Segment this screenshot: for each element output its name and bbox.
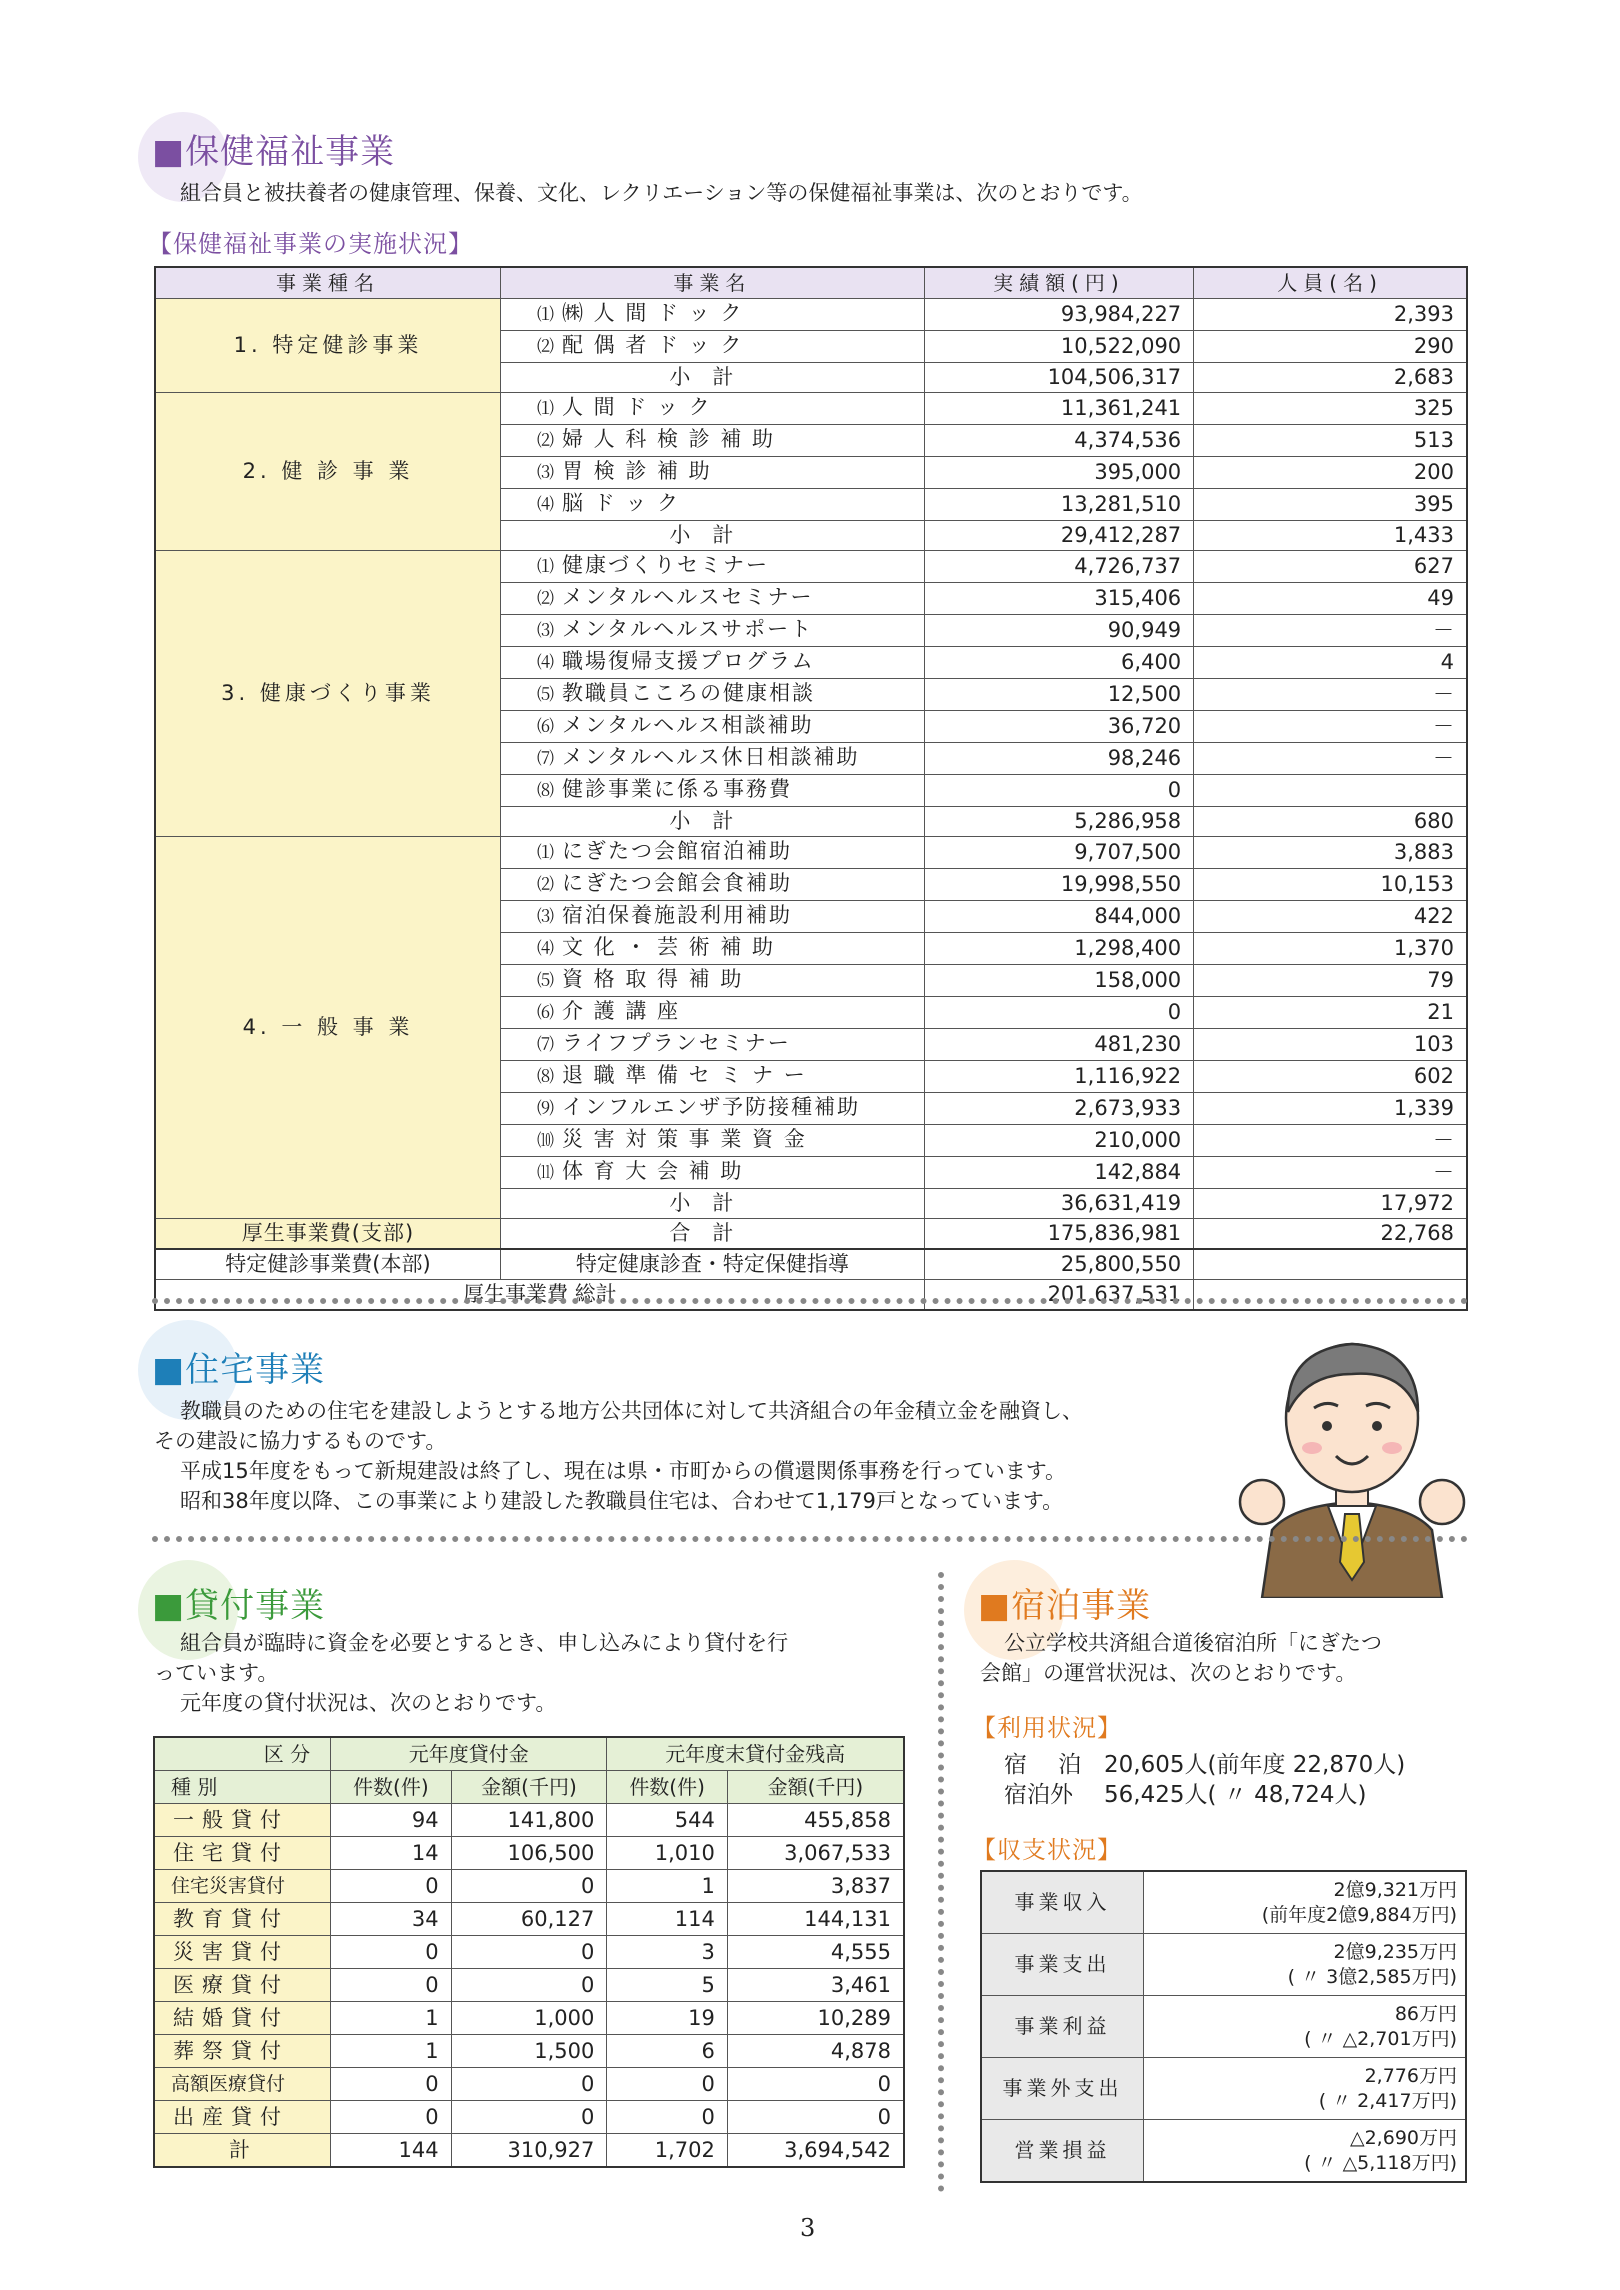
- welfare-item-no: ⑸: [536, 971, 554, 991]
- loan-row-value: 0: [331, 2101, 451, 2134]
- welfare-item-amount: 36,720: [924, 711, 1193, 743]
- loan-row-value: 0: [451, 2068, 607, 2101]
- loan-row: [154, 1903, 904, 1936]
- welfare-branch-row: [155, 1219, 1467, 1250]
- welfare-item-no: ⑵: [536, 337, 554, 357]
- loan-row-value: 3,067,533: [727, 1837, 904, 1870]
- welfare-item-no: ⑴: [536, 305, 554, 325]
- welfare-subtotal-amount: 5,286,958: [924, 807, 1193, 837]
- welfare-item-name: [500, 1125, 924, 1157]
- inn-balance-label: 事業収入: [981, 1871, 1144, 1934]
- welfare-item-people: 1,339: [1194, 1093, 1467, 1125]
- welfare-item-amount: 2,673,933: [924, 1093, 1193, 1125]
- loan-row-value: 0: [331, 2068, 451, 2101]
- welfare-item-label: メンタルヘルス休日相談補助: [561, 745, 860, 769]
- inn-balance-table: [980, 1870, 1467, 2183]
- welfare-item-no: ⑺: [536, 749, 554, 769]
- loan-total-value: 310,927: [451, 2134, 607, 2168]
- loan-line-2: っています。: [154, 1661, 279, 1685]
- welfare-item-label: 教職員こころの健康相談: [561, 681, 815, 705]
- welfare-grand-total-row: [155, 1280, 1467, 1311]
- inn-line-2: 会館」の運営状況は、次のとおりです。: [980, 1661, 1357, 1685]
- welfare-grand-total-amount: 201,637,531: [924, 1280, 1193, 1311]
- loan-row-value: 0: [451, 1870, 607, 1903]
- welfare-item-name: [500, 679, 924, 711]
- welfare-item-amount: 0: [924, 775, 1193, 807]
- welfare-subtotal-label: 小計: [500, 807, 924, 837]
- housing-line-4: 昭和38年度以降、この事業により建設した教職員住宅は、合わせて1,179戸となっています。: [180, 1489, 1064, 1513]
- welfare-item-label: ライフプランセミナー: [561, 1031, 791, 1055]
- welfare-grand-total-label: 厚生事業費 総計: [155, 1280, 924, 1311]
- welfare-item-amount: 13,281,510: [924, 489, 1193, 521]
- inn-balance-current: △2,690万円: [1349, 2126, 1457, 2149]
- welfare-item-amount: 9,707,500: [924, 837, 1193, 869]
- loan-total-value: 3,694,542: [727, 2134, 904, 2168]
- welfare-item-amount: 1,116,922: [924, 1061, 1193, 1093]
- loan-row: [154, 2002, 904, 2035]
- welfare-item-label: 配 偶 者 ド ッ ク: [561, 333, 744, 357]
- loan-row-value: 14: [331, 1837, 451, 1870]
- loan-row-label: 葬祭貸付: [154, 2035, 331, 2068]
- welfare-item-people: 79: [1194, 965, 1467, 997]
- welfare-item-label: 宿泊保養施設利用補助: [561, 903, 792, 927]
- loan-row-value: 3: [607, 1936, 727, 1969]
- welfare-item-people: [1194, 775, 1467, 807]
- inn-usage-2-label: 宿泊外: [1004, 1782, 1073, 1808]
- loan-row-label: 住宅貸付: [154, 1837, 331, 1870]
- welfare-branch-label: 厚生事業費(支部): [155, 1219, 500, 1250]
- loan-row-value: 1: [331, 2002, 451, 2035]
- welfare-item-name: [500, 1157, 924, 1189]
- loan-row: [154, 1837, 904, 1870]
- welfare-item-no: ⑶: [536, 621, 554, 641]
- welfare-item-label: 職場復帰支援プログラム: [561, 649, 815, 673]
- loan-row-value: 0: [451, 1936, 607, 1969]
- loan-total-row: [154, 2134, 904, 2168]
- welfare-item-name: [500, 997, 924, 1029]
- loan-line-3: 元年度の貸付状況は、次のとおりです。: [180, 1691, 557, 1715]
- welfare-item-no: ⑸: [536, 685, 554, 705]
- welfare-item-people: 602: [1194, 1061, 1467, 1093]
- welfare-item-people: 513: [1194, 425, 1467, 457]
- loan-row-value: 455,858: [727, 1804, 904, 1837]
- loan-row-value: 144,131: [727, 1903, 904, 1936]
- housing-line-2: その建設に協力するものです。: [154, 1429, 447, 1453]
- inn-balance-row: [981, 2058, 1466, 2120]
- welfare-item-amount: 158,000: [924, 965, 1193, 997]
- inn-balance-current: 2億9,235万円: [1333, 1940, 1457, 1963]
- loan-row-value: 106,500: [451, 1837, 607, 1870]
- welfare-hq-name: 特定健康診査・特定保健指導: [500, 1249, 924, 1280]
- welfare-header-cell: 実績額(円): [924, 267, 1193, 299]
- welfare-subtotal-people: 2,683: [1194, 363, 1467, 393]
- welfare-item-name: [500, 1093, 924, 1125]
- welfare-item-people: 290: [1194, 331, 1467, 363]
- welfare-item-amount: 844,000: [924, 901, 1193, 933]
- loan-row-value: 1,500: [451, 2035, 607, 2068]
- welfare-item-no: ⑴: [536, 399, 554, 419]
- welfare-item-people: －: [1194, 1125, 1467, 1157]
- welfare-hq-amount: 25,800,550: [924, 1249, 1193, 1280]
- welfare-item-label: 資 格 取 得 補 助: [561, 967, 744, 991]
- loan-header-group1: 元年度貸付金: [331, 1737, 607, 1771]
- welfare-item-no: ⑻: [536, 781, 554, 801]
- housing-line-1: 教職員のための住宅を建設しようとする地方公共団体に対して共済組合の年金積立金を融資し、: [180, 1399, 1083, 1423]
- inn-title: ■宿泊事業: [978, 1586, 1152, 1626]
- welfare-subtotal-people: 17,972: [1194, 1189, 1467, 1219]
- welfare-item-label: 災 害 対 策 事 業 資 金: [561, 1127, 807, 1151]
- loan-subheader: 件数(件): [607, 1771, 727, 1804]
- welfare-item-name: [500, 615, 924, 647]
- welfare-item-people: 4: [1194, 647, 1467, 679]
- welfare-item-name: [500, 965, 924, 997]
- welfare-subtotal-people: 1,433: [1194, 521, 1467, 551]
- inn-balance-current: 2,776万円: [1364, 2064, 1457, 2087]
- welfare-intro: 組合員と被扶養者の健康管理、保養、文化、レクリエーション等の保健福祉事業は、次のとおりです。: [180, 181, 1143, 205]
- welfare-item-name: [500, 299, 924, 331]
- welfare-item-people: 325: [1194, 393, 1467, 425]
- inn-balance-previous: (前年度2億9,884万円): [1261, 1903, 1457, 1926]
- welfare-item-label: メンタルヘルスサポート: [561, 617, 814, 641]
- welfare-item-name: [500, 393, 924, 425]
- welfare-item-name: [500, 1061, 924, 1093]
- welfare-item-name: [500, 583, 924, 615]
- welfare-item-name: [500, 331, 924, 363]
- welfare-item-no: ⑷: [536, 495, 554, 515]
- welfare-subtotal-amount: 29,412,287: [924, 521, 1193, 551]
- loan-row: [154, 1804, 904, 1837]
- welfare-item-name: [500, 837, 924, 869]
- welfare-item-no: ⑵: [536, 589, 554, 609]
- welfare-category: 3. 健康づくり事業: [155, 551, 500, 837]
- welfare-item-name: [500, 775, 924, 807]
- inn-balance-current: 86万円: [1394, 2002, 1457, 2025]
- welfare-item-amount: 210,000: [924, 1125, 1193, 1157]
- welfare-item-no: ⑵: [536, 431, 554, 451]
- page-number: 3: [800, 2214, 816, 2242]
- welfare-item-amount: 19,998,550: [924, 869, 1193, 901]
- welfare-item-amount: 395,000: [924, 457, 1193, 489]
- welfare-item-label: 健診事業に係る事務費: [561, 777, 792, 801]
- loan-row-value: 6: [607, 2035, 727, 2068]
- loan-row-value: 0: [331, 1969, 451, 2002]
- loan-row-value: 1,010: [607, 1837, 727, 1870]
- inn-usage-head: 【利用状況】: [972, 1714, 1122, 1742]
- welfare-item-name: [500, 551, 924, 583]
- welfare-item-people: 3,883: [1194, 837, 1467, 869]
- loan-row: [154, 2101, 904, 2134]
- welfare-branch-name: 合計: [500, 1219, 924, 1250]
- inn-balance-label: 事業利益: [981, 1996, 1144, 2058]
- inn-usage-1-label: 宿 泊: [1004, 1752, 1094, 1778]
- loan-row-value: 94: [331, 1804, 451, 1837]
- welfare-item-no: ⑴: [536, 843, 554, 863]
- welfare-item-people: 2,393: [1194, 299, 1467, 331]
- welfare-item-amount: 98,246: [924, 743, 1193, 775]
- welfare-hq-label: 特定健診事業費(本部): [155, 1249, 500, 1280]
- welfare-category: 2. 健 診 事 業: [155, 393, 500, 551]
- welfare-subtotal-label: 小計: [500, 521, 924, 551]
- welfare-item-no: ⑻: [536, 1067, 554, 1087]
- welfare-item-people: －: [1194, 679, 1467, 711]
- welfare-item-no: ⑵: [536, 875, 554, 895]
- inn-balance-value: [1144, 1996, 1467, 2058]
- loan-row: [154, 1936, 904, 1969]
- welfare-item-label: メンタルヘルスセミナー: [561, 585, 814, 609]
- welfare-item-row: [155, 551, 1467, 583]
- welfare-header-cell: 事業種名: [155, 267, 500, 299]
- welfare-item-people: －: [1194, 615, 1467, 647]
- welfare-item-people: 422: [1194, 901, 1467, 933]
- welfare-item-people: 49: [1194, 583, 1467, 615]
- inn-balance-label: 事業支出: [981, 1934, 1144, 1996]
- man-illustration: [1232, 1330, 1472, 1598]
- welfare-hq-people: [1194, 1249, 1467, 1280]
- loan-row: [154, 1870, 904, 1903]
- loan-title: ■貸付事業: [152, 1586, 326, 1626]
- welfare-category: 1. 特定健診事業: [155, 299, 500, 393]
- loan-row-label: 住宅災害貸付: [154, 1870, 331, 1903]
- welfare-item-amount: 0: [924, 997, 1193, 1029]
- loan-row-value: 4,555: [727, 1936, 904, 1969]
- welfare-item-amount: 481,230: [924, 1029, 1193, 1061]
- loan-table: [153, 1736, 905, 2168]
- welfare-header-row: [155, 267, 1467, 299]
- welfare-item-people: 103: [1194, 1029, 1467, 1061]
- inn-line-1: 公立学校共済組合道後宿泊所「にぎたつ: [1004, 1631, 1382, 1655]
- loan-row-label: 出産貸付: [154, 2101, 331, 2134]
- welfare-item-name: [500, 457, 924, 489]
- inn-balance-label: 営業損益: [981, 2120, 1144, 2183]
- loan-row-value: 1,000: [451, 2002, 607, 2035]
- welfare-table: [154, 266, 1468, 1311]
- welfare-subtotal-amount: 36,631,419: [924, 1189, 1193, 1219]
- loan-row-value: 5: [607, 1969, 727, 2002]
- welfare-item-people: －: [1194, 711, 1467, 743]
- inn-balance-row: [981, 1934, 1466, 1996]
- inn-balance-value: [1144, 2058, 1467, 2120]
- loan-row-value: 0: [331, 1870, 451, 1903]
- welfare-header-cell: 人員(名): [1194, 267, 1467, 299]
- inn-balance-previous: ( 〃 △2,701万円): [1304, 2027, 1457, 2050]
- loan-row-value: 0: [451, 2101, 607, 2134]
- welfare-item-people: －: [1194, 1157, 1467, 1189]
- loan-row-value: 0: [331, 1936, 451, 1969]
- welfare-item-name: [500, 711, 924, 743]
- loan-total-value: 144: [331, 2134, 451, 2168]
- welfare-item-label: 人 間 ド ッ ク: [561, 395, 712, 419]
- welfare-item-people: 1,370: [1194, 933, 1467, 965]
- housing-title: ■住宅事業: [152, 1350, 326, 1390]
- welfare-item-no: ⑺: [536, 1035, 554, 1055]
- welfare-item-no: ⑷: [536, 653, 554, 673]
- welfare-item-people: 627: [1194, 551, 1467, 583]
- welfare-item-amount: 93,984,227: [924, 299, 1193, 331]
- welfare-item-label: にぎたつ会館宿泊補助: [561, 839, 792, 863]
- loan-header-shubetsu: 種 別: [154, 1771, 331, 1804]
- loan-total-value: 1,702: [607, 2134, 727, 2168]
- welfare-item-row: [155, 299, 1467, 331]
- welfare-item-people: 10,153: [1194, 869, 1467, 901]
- inn-balance-row: [981, 2120, 1466, 2183]
- inn-usage-1-value: 20,605人(前年度 22,870人): [1104, 1752, 1406, 1778]
- inn-usage-2-value: 56,425人( 〃 48,724人): [1104, 1782, 1367, 1808]
- inn-balance-value: [1144, 1934, 1467, 1996]
- inn-balance-value: [1144, 1871, 1467, 1934]
- welfare-item-people: 21: [1194, 997, 1467, 1029]
- inn-balance-current: 2億9,321万円: [1333, 1878, 1457, 1901]
- welfare-header-cell: 事業名: [500, 267, 924, 299]
- welfare-item-name: [500, 743, 924, 775]
- welfare-table-title: 【保健福祉事業の実施状況】: [148, 230, 473, 258]
- loan-row-value: 19: [607, 2002, 727, 2035]
- loan-row-value: 0: [607, 2068, 727, 2101]
- welfare-item-label: 健康づくりセミナー: [561, 553, 769, 577]
- welfare-item-amount: 6,400: [924, 647, 1193, 679]
- welfare-item-row: [155, 393, 1467, 425]
- loan-subheader: 金額(千円): [451, 1771, 607, 1804]
- welfare-branch-people: 22,768: [1194, 1219, 1467, 1250]
- inn-balance-row: [981, 1871, 1466, 1934]
- loan-header-kubun: 区 分: [154, 1737, 331, 1771]
- welfare-item-label: メンタルヘルス相談補助: [561, 713, 814, 737]
- loan-row-value: 3,461: [727, 1969, 904, 2002]
- welfare-hq-row: [155, 1249, 1467, 1280]
- welfare-item-people: 200: [1194, 457, 1467, 489]
- welfare-subtotal-label: 小計: [500, 1189, 924, 1219]
- welfare-grand-total-people: [1194, 1280, 1467, 1311]
- welfare-item-amount: 142,884: [924, 1157, 1193, 1189]
- loan-row-label: 医療貸付: [154, 1969, 331, 2002]
- loan-row-value: 0: [607, 2101, 727, 2134]
- welfare-item-no: ⑴: [536, 557, 554, 577]
- loan-row-value: 544: [607, 1804, 727, 1837]
- loan-row-value: 4,878: [727, 2035, 904, 2068]
- loan-row: [154, 2035, 904, 2068]
- welfare-subtotal-people: 680: [1194, 807, 1467, 837]
- inn-balance-previous: ( 〃 3億2,585万円): [1287, 1965, 1457, 1988]
- welfare-item-name: [500, 901, 924, 933]
- welfare-category: 4. 一 般 事 業: [155, 837, 500, 1219]
- loan-row-value: 141,800: [451, 1804, 607, 1837]
- loan-row-value: 1: [331, 2035, 451, 2068]
- welfare-item-no: ⑹: [536, 1003, 554, 1023]
- welfare-item-label: 退 職 準 備 セ ミ ナ ー: [561, 1063, 807, 1087]
- welfare-item-no: ⑼: [536, 1099, 554, 1119]
- welfare-item-no: ⑽: [536, 1131, 554, 1151]
- welfare-item-people: －: [1194, 743, 1467, 775]
- loan-row-value: 114: [607, 1903, 727, 1936]
- welfare-title: ■保健福祉事業: [152, 132, 396, 172]
- loan-row-value: 3,837: [727, 1870, 904, 1903]
- welfare-item-row: [155, 837, 1467, 869]
- welfare-item-amount: 315,406: [924, 583, 1193, 615]
- loan-total-label: 計: [154, 2134, 331, 2168]
- welfare-item-no: ⑹: [536, 717, 554, 737]
- welfare-item-no: ⑷: [536, 939, 554, 959]
- loan-header-group2: 元年度末貸付金残高: [607, 1737, 904, 1771]
- loan-row-value: 1: [607, 1870, 727, 1903]
- welfare-branch-amount: 175,836,981: [924, 1219, 1193, 1250]
- loan-row-value: 60,127: [451, 1903, 607, 1936]
- welfare-item-label: にぎたつ会館会食補助: [561, 871, 792, 895]
- welfare-item-amount: 4,374,536: [924, 425, 1193, 457]
- welfare-item-no: ⑶: [536, 463, 554, 483]
- welfare-item-amount: 10,522,090: [924, 331, 1193, 363]
- welfare-item-label: 脳 ド ッ ク: [561, 491, 680, 515]
- welfare-item-name: [500, 647, 924, 679]
- welfare-item-name: [500, 425, 924, 457]
- welfare-item-label: 文 化 ・ 芸 術 補 助: [561, 935, 776, 959]
- welfare-item-no: ⑶: [536, 907, 554, 927]
- welfare-item-no: ⑾: [536, 1163, 554, 1183]
- welfare-item-amount: 90,949: [924, 615, 1193, 647]
- welfare-item-name: [500, 869, 924, 901]
- welfare-item-amount: 11,361,241: [924, 393, 1193, 425]
- inn-balance-head: 【収支状況】: [972, 1836, 1122, 1864]
- welfare-item-label: 介 護 講 座: [561, 999, 680, 1023]
- loan-row: [154, 2068, 904, 2101]
- loan-row-label: 結婚貸付: [154, 2002, 331, 2035]
- welfare-item-label: ㈱ 人 間 ド ッ ク: [561, 301, 744, 325]
- loan-row-value: 34: [331, 1903, 451, 1936]
- welfare-item-amount: 4,726,737: [924, 551, 1193, 583]
- inn-balance-value: [1144, 2120, 1467, 2183]
- section-divider: [152, 1298, 1468, 1304]
- loan-subheader: 金額(千円): [727, 1771, 904, 1804]
- loan-row-label: 高額医療貸付: [154, 2068, 331, 2101]
- welfare-item-name: [500, 1029, 924, 1061]
- inn-balance-row: [981, 1996, 1466, 2058]
- loan-row-label: 災害貸付: [154, 1936, 331, 1969]
- inn-balance-previous: ( 〃 △5,118万円): [1304, 2151, 1457, 2174]
- loan-row-value: 10,289: [727, 2002, 904, 2035]
- welfare-item-name: [500, 933, 924, 965]
- welfare-item-people: 395: [1194, 489, 1467, 521]
- inn-balance-label: 事業外支出: [981, 2058, 1144, 2120]
- loan-row-value: 0: [727, 2068, 904, 2101]
- loan-line-1: 組合員が臨時に資金を必要とするとき、申し込みにより貸付を行: [180, 1631, 789, 1655]
- housing-line-3: 平成15年度をもって新規建設は終了し、現在は県・市町からの償還関係事務を行っています。: [180, 1459, 1067, 1483]
- welfare-subtotal-label: 小計: [500, 363, 924, 393]
- loan-row-label: 教育貸付: [154, 1903, 331, 1936]
- loan-row-label: 一般貸付: [154, 1804, 331, 1837]
- welfare-item-label: 胃 検 診 補 助: [561, 459, 712, 483]
- loan-row-value: 0: [727, 2101, 904, 2134]
- welfare-subtotal-amount: 104,506,317: [924, 363, 1193, 393]
- welfare-item-label: インフルエンザ予防接種補助: [561, 1095, 861, 1119]
- welfare-item-label: 体 育 大 会 補 助: [561, 1159, 744, 1183]
- welfare-item-amount: 12,500: [924, 679, 1193, 711]
- inn-balance-previous: ( 〃 2,417万円): [1318, 2089, 1457, 2112]
- loan-row: [154, 1969, 904, 2002]
- welfare-item-label: 婦 人 科 検 診 補 助: [561, 427, 776, 451]
- loan-subheader: 件数(件): [331, 1771, 451, 1804]
- welfare-item-name: [500, 489, 924, 521]
- column-divider: [938, 1572, 944, 2192]
- section-divider: [152, 1536, 1468, 1542]
- welfare-item-amount: 1,298,400: [924, 933, 1193, 965]
- loan-row-value: 0: [451, 1969, 607, 2002]
